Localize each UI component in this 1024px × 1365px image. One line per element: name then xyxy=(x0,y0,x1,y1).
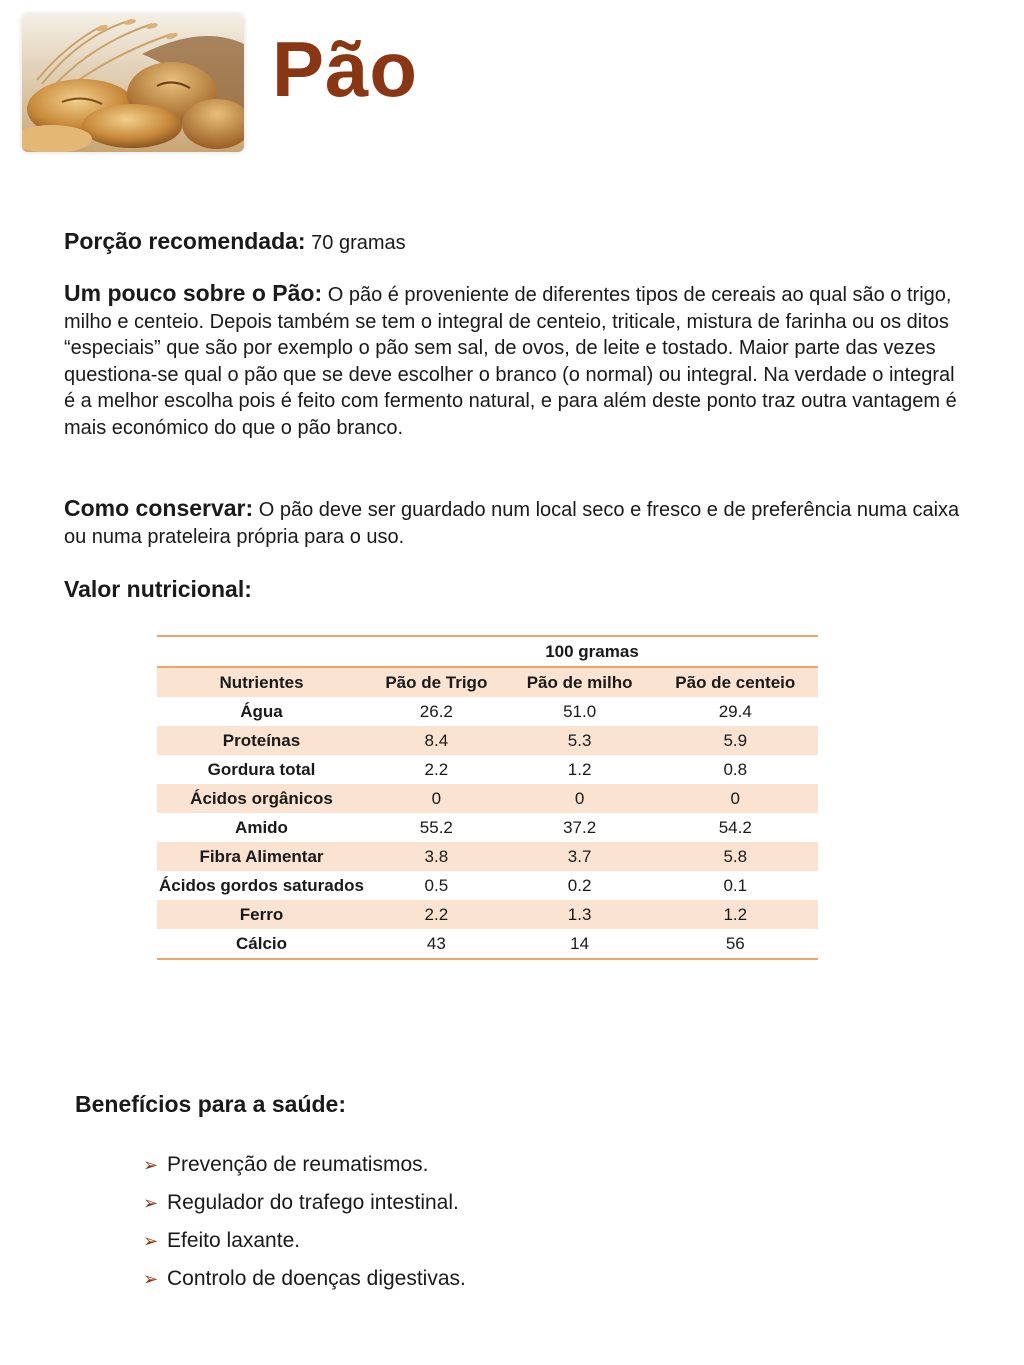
about-text: O pão é proveniente de diferentes tipos de cereais ao qual são o trigo, milho e centeio. Depois também se tem o integral de centeio, triticale, mistura de farinha ou os ditos “especiais” que são por exemplo o pão sem sal, de ovos, de leite e tostado. Maior parte das vezes questiona-se qual o pão que se deve escolher o branco (o normal) ou integral. Na verdade o integral é a melhor escolha pois é feito com fermento natural, e para além deste ponto traz outra vantagem é mais económico do que o pão branco. xyxy=(64,284,957,439)
table-cell: 2.2 xyxy=(424,759,449,779)
table-cell: 5.3 xyxy=(507,726,653,755)
about-section xyxy=(64,280,964,441)
group-header: 100 gramas xyxy=(366,636,818,667)
nutrient-name: Ferro xyxy=(157,900,366,929)
table-header-row xyxy=(157,667,818,697)
table-group-header-row xyxy=(157,636,818,667)
arrow-right-icon: ➢ xyxy=(143,1155,159,1175)
table-cell: 0.2 xyxy=(567,875,592,895)
nutrient-name: Amido xyxy=(235,817,288,837)
portion-value: 70 gramas xyxy=(311,232,406,254)
nutrient-name: Gordura total xyxy=(207,759,316,779)
table-cell: 0.5 xyxy=(424,875,449,895)
column-header: Pão de Trigo xyxy=(366,667,507,697)
table-row xyxy=(157,784,818,813)
benefits-heading: Benefícios para a saúde: xyxy=(75,1091,346,1117)
table-cell: 5.8 xyxy=(653,842,818,871)
bread-basket-photo xyxy=(22,14,244,152)
arrow-right-icon: ➢ xyxy=(143,1231,159,1251)
nutrient-name: Cálcio xyxy=(157,929,366,959)
list-item xyxy=(143,1146,466,1184)
benefit-text: Efeito laxante. xyxy=(167,1229,301,1252)
page-title: Pão xyxy=(272,25,419,113)
table-cell: 8.4 xyxy=(366,726,507,755)
table-row xyxy=(157,726,818,755)
arrow-right-icon: ➢ xyxy=(143,1269,159,1289)
table-row xyxy=(157,900,818,929)
conserve-section xyxy=(64,495,964,550)
table-cell: 0 xyxy=(653,784,818,813)
portion-label: Porção recomendada: xyxy=(64,228,306,254)
conserve-label: Como conservar: xyxy=(64,495,254,521)
column-header: Pão de milho xyxy=(507,667,653,697)
column-header: Nutrientes xyxy=(157,667,366,697)
table-cell: 14 xyxy=(507,929,653,959)
table-row xyxy=(157,755,818,784)
portion-section xyxy=(64,228,964,257)
benefit-text: Regulador do trafego intestinal. xyxy=(167,1191,459,1214)
table-cell: 0.1 xyxy=(723,875,748,895)
table-cell: 0.8 xyxy=(723,759,748,779)
table-row xyxy=(157,929,818,959)
nutrient-name: Proteínas xyxy=(157,726,366,755)
table-cell: 55.2 xyxy=(419,817,453,837)
table-cell: 1.3 xyxy=(507,900,653,929)
nutrient-name: Ácidos orgânicos xyxy=(157,784,366,813)
table-cell: 1.2 xyxy=(567,759,592,779)
table-cell: 43 xyxy=(366,929,507,959)
table-cell: 54.2 xyxy=(718,817,752,837)
table-cell: 3.7 xyxy=(507,842,653,871)
table-cell: 3.8 xyxy=(366,842,507,871)
table-cell: 0 xyxy=(366,784,507,813)
table-row xyxy=(157,871,818,900)
table-cell: 2.2 xyxy=(366,900,507,929)
nutrient-name: Ácidos gordos saturados xyxy=(159,876,364,895)
arrow-right-icon: ➢ xyxy=(143,1193,159,1213)
nutrition-heading: Valor nutricional: xyxy=(64,576,252,602)
table-cell: 51.0 xyxy=(563,701,597,721)
benefit-text: Controlo de doenças digestivas. xyxy=(167,1267,466,1290)
nutrient-name: Água xyxy=(240,701,283,721)
column-header: Pão de centeio xyxy=(653,667,818,697)
table-cell: 1.2 xyxy=(653,900,818,929)
table-cell: 0 xyxy=(507,784,653,813)
table-cell: 26.2 xyxy=(419,701,453,721)
about-label: Um pouco sobre o Pão: xyxy=(64,280,323,306)
table-row xyxy=(157,842,818,871)
nutrient-name: Fibra Alimentar xyxy=(157,842,366,871)
nutrition-table xyxy=(157,635,818,960)
benefits-list xyxy=(143,1146,466,1298)
benefit-text: Prevenção de reumatismos. xyxy=(167,1153,429,1176)
table-cell: 37.2 xyxy=(563,817,597,837)
table-cell: 29.4 xyxy=(718,701,752,721)
list-item xyxy=(143,1222,466,1260)
table-cell: 56 xyxy=(653,929,818,959)
table-row xyxy=(157,813,818,842)
list-item xyxy=(143,1260,466,1298)
table-cell: 5.9 xyxy=(653,726,818,755)
table-row xyxy=(157,697,818,726)
conserve-text: O pão deve ser guardado num local seco e fresco e de preferência numa caixa ou numa prateleira própria para o uso. xyxy=(64,499,960,548)
list-item xyxy=(143,1184,466,1222)
